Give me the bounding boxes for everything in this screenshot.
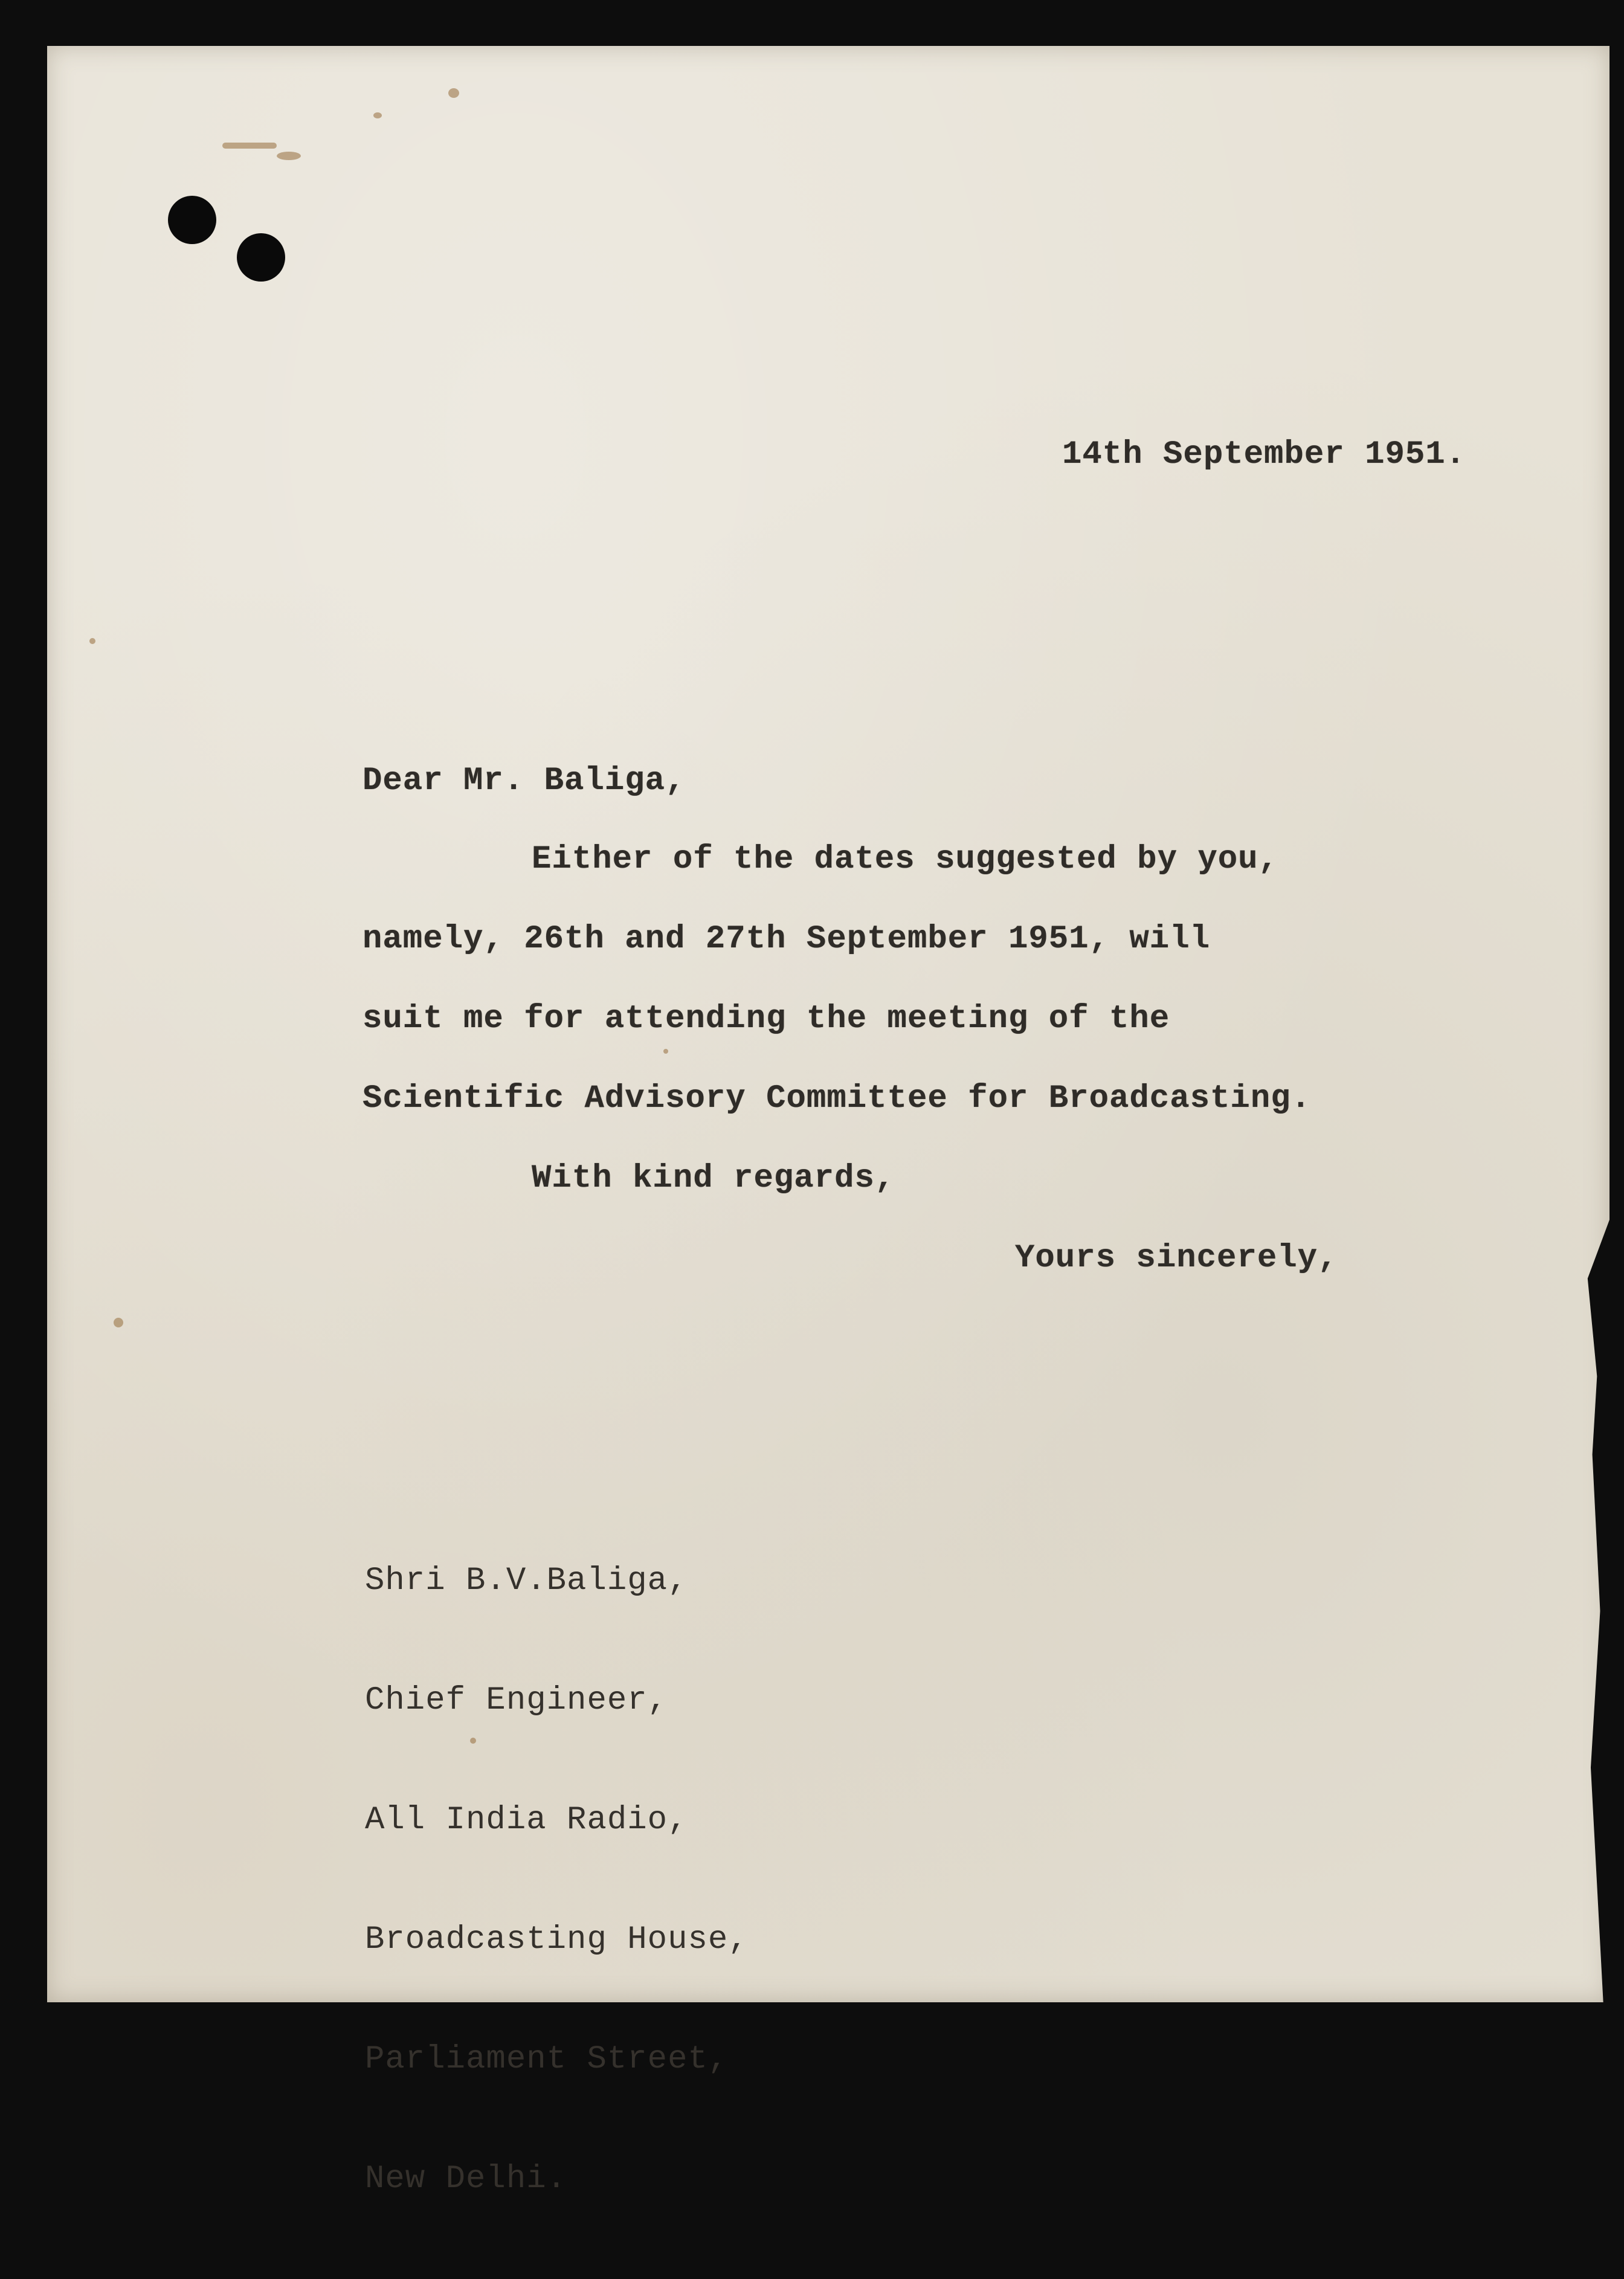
address-line: Shri B.V.Baliga,	[365, 1562, 688, 1599]
address-line: Broadcasting House,	[365, 1921, 749, 1958]
recipient-address	[365, 1481, 749, 2279]
body-line: namely, 26th and 27th September 1951, will	[362, 921, 1211, 958]
body-line: suit me for attending the meeting of the	[362, 1001, 1170, 1037]
stain-mark	[448, 88, 459, 98]
stain-mark	[89, 638, 95, 644]
body-line: Either of the dates suggested by you,	[532, 841, 1278, 878]
body-line: Scientific Advisory Committee for Broadcasting.	[362, 1080, 1312, 1117]
address-line: Parliament Street,	[365, 2041, 729, 2078]
stain-mark	[114, 1318, 123, 1327]
letter-date: 14th September 1951.	[1062, 436, 1466, 473]
address-line: All India Radio,	[365, 1802, 688, 1839]
address-line: New Delhi.	[365, 2161, 567, 2197]
address-line: Chief Engineer,	[365, 1682, 668, 1719]
stain-mark	[663, 1049, 668, 1054]
sign-off: Yours sincerely,	[1015, 1240, 1338, 1277]
stain-mark	[222, 143, 277, 149]
closing-regards: With kind regards,	[532, 1160, 895, 1197]
stain-mark	[373, 112, 382, 118]
stain-mark	[277, 152, 301, 160]
punch-hole	[237, 233, 285, 282]
salutation: Dear Mr. Baliga,	[362, 762, 686, 799]
punch-hole	[168, 196, 216, 244]
